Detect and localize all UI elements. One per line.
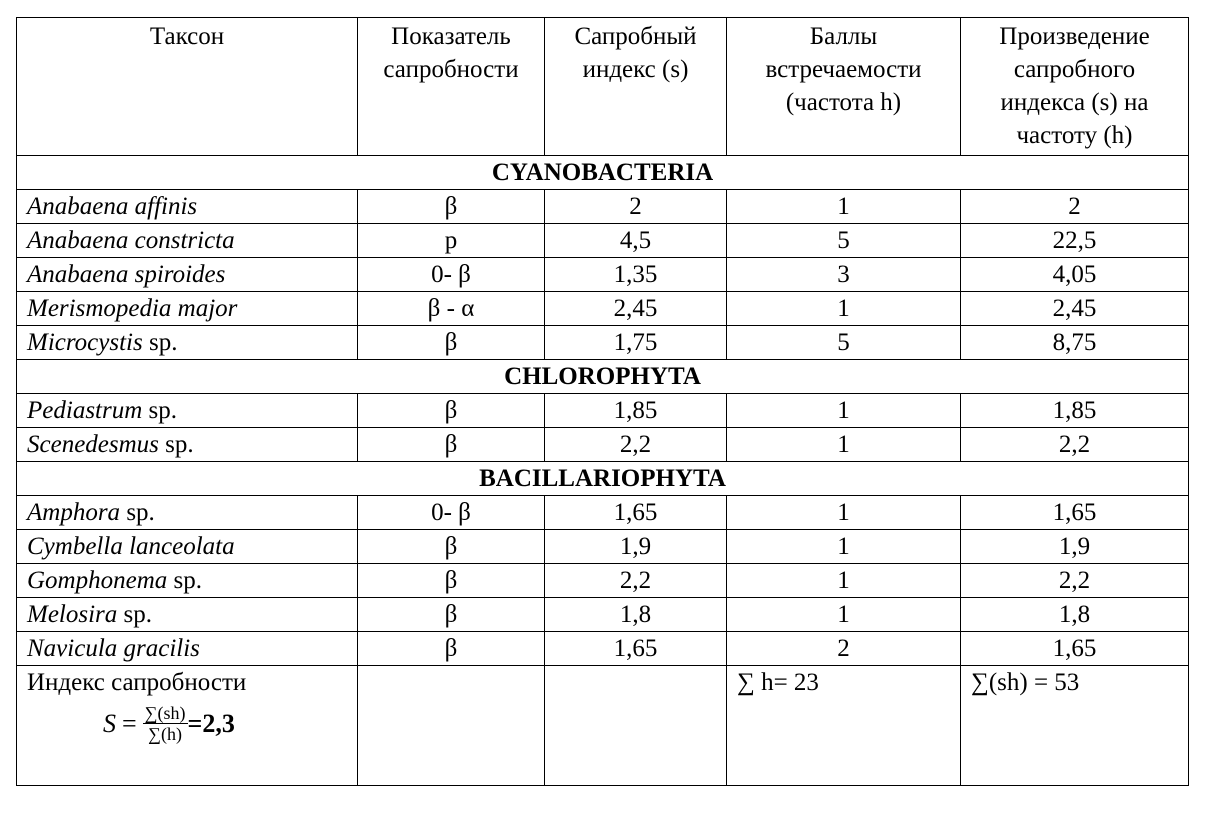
taxon-suffix: sp. xyxy=(142,329,178,356)
saprobity-index-cell xyxy=(17,666,358,786)
frequency-cell: 2 xyxy=(727,632,961,666)
table-row xyxy=(17,326,1189,360)
indicator-cell: 0- β xyxy=(358,258,545,292)
taxon-name: Microcystis xyxy=(27,329,143,356)
formula-result: =2,3 xyxy=(187,708,235,738)
empty-cell xyxy=(358,666,545,786)
table-row xyxy=(17,564,1189,598)
taxon-name: Anabaena spiroides xyxy=(27,261,226,288)
table-row xyxy=(17,190,1189,224)
taxon-name: Anabaena constricta xyxy=(27,227,235,254)
taxon-name: Pediastrum xyxy=(27,397,143,424)
indicator-cell: β xyxy=(358,564,545,598)
header-frequency: Баллы встречаемости (частота h) xyxy=(727,18,961,156)
header-saprobic-index: Сапробный индекс (s) xyxy=(545,18,727,156)
indicator-cell: β xyxy=(358,428,545,462)
taxon-name: Cymbella lanceolata xyxy=(27,533,235,560)
table-row xyxy=(17,292,1189,326)
taxon-name: Gomphonema xyxy=(27,567,168,594)
saprobity-table xyxy=(16,17,1189,786)
taxon-suffix: sp. xyxy=(117,601,153,628)
product-cell: 22,5 xyxy=(961,224,1189,258)
header-product: Произведение сапробного индекса (s) на частоту (h) xyxy=(961,18,1189,156)
saprobic-index-cell: 1,65 xyxy=(545,632,727,666)
frequency-cell: 1 xyxy=(727,428,961,462)
product-cell: 8,75 xyxy=(961,326,1189,360)
frequency-cell: 1 xyxy=(727,496,961,530)
product-cell: 1,65 xyxy=(961,496,1189,530)
product-cell: 2,2 xyxy=(961,564,1189,598)
table-row xyxy=(17,224,1189,258)
frequency-cell: 3 xyxy=(727,258,961,292)
header-indicator: Показатель сапробности xyxy=(358,18,545,156)
indicator-cell: β - α xyxy=(358,292,545,326)
saprobic-index-cell: 2 xyxy=(545,190,727,224)
saprobity-index-label: Индекс сапробности xyxy=(27,669,247,696)
taxon-suffix: sp. xyxy=(120,499,155,526)
taxon-cell xyxy=(17,258,358,292)
group-row xyxy=(17,156,1189,190)
taxon-cell xyxy=(17,428,358,462)
group-row xyxy=(17,360,1189,394)
saprobic-index-cell: 1,8 xyxy=(545,598,727,632)
table-row xyxy=(17,598,1189,632)
product-cell: 1,8 xyxy=(961,598,1189,632)
taxon-name: Amphora xyxy=(27,499,121,526)
group-row xyxy=(17,462,1189,496)
saprobic-index-cell: 2,45 xyxy=(545,292,727,326)
saprobic-index-cell: 1,9 xyxy=(545,530,727,564)
taxon-name: Anabaena affinis xyxy=(27,193,198,220)
taxon-cell xyxy=(17,496,358,530)
frequency-cell: 1 xyxy=(727,292,961,326)
taxon-suffix: sp. xyxy=(158,431,194,458)
table-row xyxy=(17,428,1189,462)
sum-h-cell: ∑ h= 23 xyxy=(727,666,961,786)
saprobic-index-cell: 1,75 xyxy=(545,326,727,360)
table-row xyxy=(17,258,1189,292)
frequency-cell: 1 xyxy=(727,190,961,224)
group-name: BACILLARIOPHYTA xyxy=(17,462,1189,496)
formula-denominator: ∑(h) xyxy=(148,724,182,744)
indicator-cell: β xyxy=(358,530,545,564)
table-body xyxy=(17,156,1189,786)
group-name: CYANOBACTERIA xyxy=(17,156,1189,190)
indicator-cell: 0- β xyxy=(358,496,545,530)
indicator-cell: p xyxy=(358,224,545,258)
formula-variable: S xyxy=(103,708,116,738)
product-cell: 1,9 xyxy=(961,530,1189,564)
product-cell: 2,45 xyxy=(961,292,1189,326)
product-cell: 1,85 xyxy=(961,394,1189,428)
saprobic-index-cell: 2,2 xyxy=(545,564,727,598)
taxon-cell xyxy=(17,292,358,326)
taxon-name: Melosira xyxy=(27,601,118,628)
indicator-cell: β xyxy=(358,190,545,224)
indicator-cell: β xyxy=(358,598,545,632)
taxon-suffix: sp. xyxy=(142,397,178,424)
saprobic-index-cell: 4,5 xyxy=(545,224,727,258)
saprobic-index-cell: 1,85 xyxy=(545,394,727,428)
taxon-cell xyxy=(17,530,358,564)
header-taxon: Таксон xyxy=(17,18,358,156)
frequency-cell: 5 xyxy=(727,224,961,258)
frequency-cell: 1 xyxy=(727,394,961,428)
product-cell: 1,65 xyxy=(961,632,1189,666)
frequency-cell: 1 xyxy=(727,564,961,598)
saprobity-formula xyxy=(103,703,347,744)
frequency-cell: 5 xyxy=(727,326,961,360)
indicator-cell: β xyxy=(358,394,545,428)
taxon-name: Merismopedia major xyxy=(27,295,238,322)
indicator-cell: β xyxy=(358,632,545,666)
taxon-cell xyxy=(17,326,358,360)
table-row xyxy=(17,530,1189,564)
table-row xyxy=(17,394,1189,428)
product-cell: 4,05 xyxy=(961,258,1189,292)
taxon-cell xyxy=(17,394,358,428)
taxon-name: Scenedesmus xyxy=(27,431,159,458)
total-row xyxy=(17,666,1189,786)
saprobic-index-cell: 1,35 xyxy=(545,258,727,292)
product-cell: 2 xyxy=(961,190,1189,224)
product-cell: 2,2 xyxy=(961,428,1189,462)
frequency-cell: 1 xyxy=(727,598,961,632)
indicator-cell: β xyxy=(358,326,545,360)
saprobic-index-cell: 2,2 xyxy=(545,428,727,462)
sum-sh-cell: ∑(sh) = 53 xyxy=(961,666,1189,786)
formula-equals: = xyxy=(122,708,137,738)
table-row xyxy=(17,496,1189,530)
taxon-cell xyxy=(17,224,358,258)
group-name: CHLOROPHYTA xyxy=(17,360,1189,394)
taxon-cell xyxy=(17,632,358,666)
table-row xyxy=(17,632,1189,666)
empty-cell xyxy=(545,666,727,786)
formula-numerator: ∑(sh) xyxy=(144,703,186,723)
taxon-name: Navicula gracilis xyxy=(27,635,200,662)
taxon-suffix: sp. xyxy=(167,567,202,594)
taxon-cell xyxy=(17,190,358,224)
taxon-cell xyxy=(17,598,358,632)
taxon-cell xyxy=(17,564,358,598)
formula-fraction xyxy=(143,703,188,744)
frequency-cell: 1 xyxy=(727,530,961,564)
header-row xyxy=(17,18,1189,156)
saprobic-index-cell: 1,65 xyxy=(545,496,727,530)
